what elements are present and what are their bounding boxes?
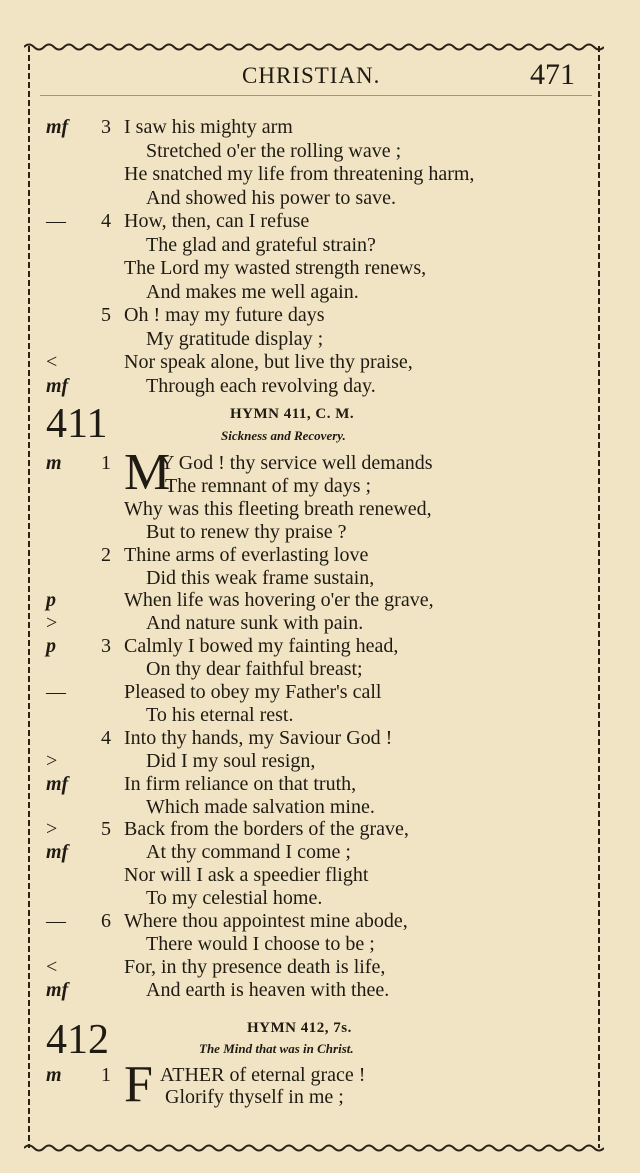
left-border-ornament [24,46,34,1148]
dynamic-marking: mf [46,116,69,138]
dynamic-marking: m [46,1064,62,1086]
verse-line: When life was hovering o'er the grave, [124,589,434,612]
verse-line: The remnant of my days ; [165,474,372,497]
dynamic-marking: > [46,818,58,841]
verse-line: Glorify thyself in me ; [165,1086,344,1108]
verse-line: Back from the borders of the grave, [124,818,409,841]
verse-line: And showed his power to save. [146,186,396,209]
hymn-number-411: 411 [46,401,108,447]
verse-line: He snatched my life from threatening harm, [124,163,475,185]
verse-number: 4 [101,210,111,232]
dropcap-411: M [124,444,171,501]
verse-line: Did I my soul resign, [146,749,316,772]
dynamic-marking: m [46,452,62,474]
dynamic-marking: mf [46,374,69,397]
dynamic-marking: p [46,589,56,612]
verse-line: Through each revolving day. [146,374,376,397]
verse-number: 5 [101,304,111,326]
dynamic-marking: mf [46,978,69,1001]
dynamic-marking: — [46,681,66,703]
verse-number: 3 [101,116,111,138]
hymn-title-411: HYMN 411, C. M. [230,406,355,422]
verse-line: Oh ! may my future days [124,304,325,326]
verse-line: And nature sunk with pain. [146,612,364,635]
verse-line: On thy dear faithful breast; [146,658,363,681]
verse-line: Thine arms of everlasting love [124,543,369,566]
verse-line: Into thy hands, my Saviour God ! [124,726,393,749]
verse-number: 4 [101,726,111,749]
verse-number: 1 [101,452,111,474]
verse-line: At thy command I come ; [146,841,351,864]
dynamic-marking: > [46,612,58,635]
header-rule [40,95,592,96]
verse-line: Did this weak frame sustain, [146,566,375,589]
dynamic-marking: < [46,955,58,978]
verse-line: The Lord my wasted strength renews, [124,257,427,279]
dynamic-marking: — [46,210,66,232]
verse-line: Nor will I ask a speedier flight [124,864,369,887]
dynamic-marking: mf [46,841,69,864]
verse-line: There would I choose to be ; [146,932,375,955]
verse-line: Why was this fleeting breath renewed, [124,497,432,520]
hymn-title-412: HYMN 412, 7s. [247,1020,352,1036]
dropcap-412: F [124,1056,153,1113]
verse-line: How, then, can I refuse [124,210,310,232]
verse-line: ATHER of eternal grace ! [160,1064,366,1086]
verse-number: 3 [101,635,111,658]
verse-line: To his eternal rest. [146,703,294,726]
dynamic-marking: < [46,351,58,373]
verse-line: The glad and grateful strain? [146,233,376,256]
hymn-subtitle-412: The Mind that was in Christ. [199,1041,354,1056]
dynamic-marking: > [46,749,58,772]
verse-line: Y God ! thy service well demands [160,452,433,474]
hymn-subtitle-411: Sickness and Recovery. [221,428,346,443]
verse-line: And makes me well again. [146,280,359,303]
verse-line: Which made salvation mine. [146,795,375,818]
bottom-border-ornament [24,1143,604,1153]
verse-number: 5 [101,818,111,841]
verse-line: For, in thy presence death is life, [124,955,386,978]
page-number: 471 [530,58,575,91]
verse-number: 2 [101,543,111,566]
running-header-title: CHRISTIAN. [242,63,381,88]
verse-line: Stretched o'er the rolling wave ; [146,139,402,162]
verse-line: Where thou appointest mine abode, [124,910,408,932]
verse-line: Nor speak alone, but live thy praise, [124,351,413,373]
dynamic-marking: — [46,910,66,932]
verse-line: Calmly I bowed my fainting head, [124,635,399,658]
right-border-ornament [594,46,604,1148]
verse-line: I saw his mighty arm [124,116,293,138]
verse-line: And earth is heaven with thee. [146,978,390,1001]
hymn-number-412: 412 [46,1017,109,1063]
verse-line: In firm reliance on that truth, [124,772,357,795]
verse-line: Pleased to obey my Father's call [124,681,382,703]
verse-line: To my celestial home. [146,887,323,910]
top-border-ornament [24,42,604,52]
verse-line: My gratitude display ; [146,327,324,350]
dynamic-marking: p [46,635,56,658]
verse-line: But to renew thy praise ? [146,520,347,543]
verse-number: 6 [101,910,111,932]
dynamic-marking: mf [46,772,69,795]
verse-number: 1 [101,1064,111,1086]
